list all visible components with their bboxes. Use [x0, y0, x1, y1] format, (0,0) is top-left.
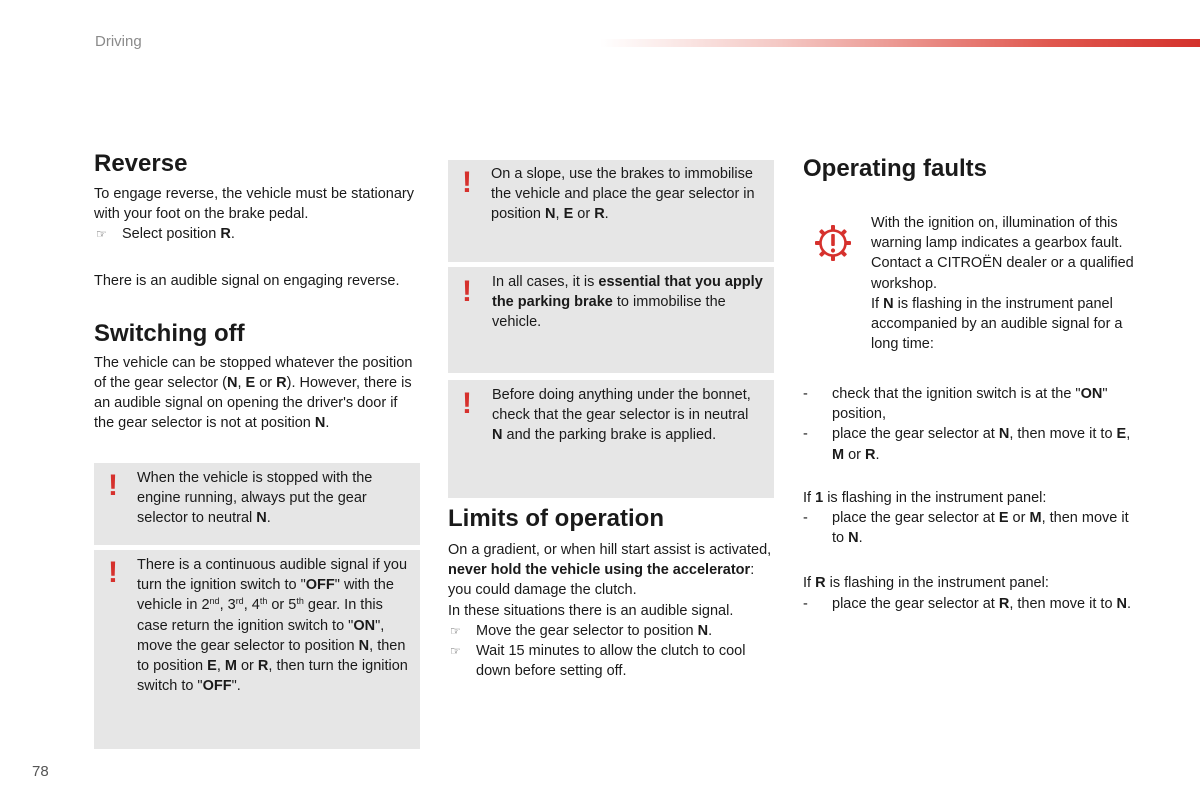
limits-step1-b: N	[697, 622, 709, 639]
faults-if-n-a: If	[871, 295, 884, 312]
faults-title: Operating faults	[803, 155, 988, 182]
w2-t10: or	[236, 658, 258, 675]
w3-a: On a slope, use the brakes to immobilise the vehicle and place the gear selector in position	[491, 166, 755, 223]
warning1-a: When the vehicle is stopped with the engine running, always put the gear selector to neutral	[137, 470, 373, 527]
limits-text	[448, 540, 774, 601]
switching-off-or: or	[255, 375, 277, 392]
fd1-on: ON	[1080, 386, 1103, 402]
warning-exclamation-icon: !	[108, 556, 118, 589]
switching-off-e: E	[245, 375, 256, 392]
switching-off-text-c: .	[325, 415, 330, 432]
reverse-intro: To engage reverse, the vehicle must be stationary with your foot on the brake pedal.	[94, 186, 414, 223]
reverse-title: Reverse	[94, 150, 188, 177]
w2-off-2: OFF	[202, 678, 232, 695]
w3-e: E	[563, 206, 574, 223]
fd2-n: N	[998, 426, 1010, 443]
warning-parking-brake-text	[492, 272, 767, 333]
switching-off-text-b: ). However, there is an audible signal on opening the driver's door if the gear selector is not at position	[94, 375, 412, 432]
limits-section	[448, 505, 774, 681]
warning-bonnet-text	[492, 385, 762, 446]
limits-step2-text: Wait 15 minutes to allow the clutch to cool down before setting off.	[476, 643, 746, 680]
w3-r: R	[594, 206, 605, 223]
fd2-or: or	[844, 446, 866, 463]
finger-pointer-icon: ☞	[96, 227, 107, 242]
w3-end: .	[604, 206, 609, 223]
w2-on: ON	[353, 617, 376, 634]
w2-m: M	[224, 658, 237, 675]
fi1-b: is flashing in the instrument panel:	[823, 489, 1047, 506]
w2-rd: rd	[235, 596, 244, 607]
column-right	[803, 155, 1133, 183]
fd3-dot: .	[858, 530, 863, 547]
faults-dash-3: - place the gear selector at E or M, then move it to N.	[803, 510, 1129, 547]
w2-t12: ".	[231, 678, 241, 695]
fd2-r: R	[865, 446, 876, 463]
w5-a: Before doing anything under the bonnet, check that the gear selector is in neutral	[492, 387, 751, 424]
reverse-step-text: Select position	[122, 226, 221, 243]
w3-n: N	[545, 206, 556, 223]
warning1-b: N	[256, 510, 267, 527]
fi1-a: If	[803, 489, 816, 506]
fd3-a: place the gear selector at	[832, 510, 999, 527]
warning-box-slope	[448, 160, 774, 262]
w3-or: or	[573, 206, 595, 223]
warning1-c: .	[266, 510, 271, 527]
section-label: Driving	[95, 33, 142, 50]
faults-dash-1: - check that the ignition switch is at the "ON" position,	[803, 386, 1108, 423]
fd3-b: , then move it to	[832, 510, 1129, 547]
warning-exclamation-icon: !	[462, 275, 472, 308]
switching-off-title: Switching off	[94, 319, 245, 347]
limits-step-1	[448, 621, 774, 641]
reverse-note: There is an audible signal on engaging reverse.	[94, 272, 400, 289]
reverse-step-bold: R	[220, 226, 231, 243]
faults-n: N	[883, 295, 894, 312]
w2-t2: " with the vehicle in 2	[137, 577, 394, 614]
limits-text-a: On a gradient, or when hill start assist is activated,	[448, 542, 772, 558]
reverse-step	[94, 224, 420, 244]
warning-neutral-text	[137, 468, 407, 529]
fi1-one: 1	[815, 489, 824, 506]
faults-actions	[803, 384, 1133, 614]
limits-step-2	[448, 641, 774, 681]
fd3-or: or	[1008, 510, 1030, 527]
switching-off-n: N	[227, 375, 238, 392]
w2-t6: gear. In this case return the ignition switch to "	[137, 597, 383, 634]
w2-t7: ", move the gear selector to position	[137, 617, 385, 654]
w2-n: N	[358, 637, 370, 654]
gearbox-warning-icon	[813, 223, 853, 263]
fd1-a: check that the ignition switch is at the "	[832, 386, 1081, 402]
w4-a: In all cases, it is	[492, 274, 599, 290]
fd2-dot: .	[875, 446, 880, 463]
fd2-b: , then move it to	[1009, 426, 1117, 443]
warning-exclamation-icon: !	[462, 166, 472, 199]
limits-step1-c: .	[708, 622, 713, 639]
fd4-n: N	[1116, 595, 1128, 612]
warning-ignition-text	[137, 555, 415, 696]
faults-dash-4: - place the gear selector at R, then move it to N.	[803, 595, 1132, 612]
w2-t1: There is a continuous audible signal if you turn the ignition switch to "	[137, 557, 408, 594]
switching-off-r: R	[276, 375, 287, 392]
w2-t3: , 3	[219, 597, 236, 614]
faults-intro: With the ignition on, illumination of this warning lamp indicates a gearbox fault.	[871, 215, 1123, 252]
w2-nd: nd	[209, 596, 220, 607]
warning-exclamation-icon: !	[462, 387, 472, 420]
fd1-b: " position,	[832, 386, 1108, 423]
fd4-b: , then move it to	[1009, 595, 1117, 612]
switching-off-text-a: The vehicle can be stopped whatever the position of the gear selector (	[94, 354, 413, 392]
w2-r: R	[257, 658, 269, 675]
fir-b: is flashing in the instrument panel:	[825, 575, 1049, 592]
w4-c: to immobilise the vehicle.	[492, 294, 726, 331]
fir-a: If	[803, 575, 816, 592]
fd3-m: M	[1029, 510, 1042, 527]
switching-off-n-2: N	[314, 415, 326, 432]
fd2-a: place the gear selector at	[832, 426, 999, 443]
fd2-e: E	[1116, 426, 1127, 443]
w2-t4: , 4	[243, 597, 260, 614]
w2-th1: th	[259, 596, 268, 607]
warning-box-neutral	[94, 463, 420, 545]
fd4-dot: .	[1127, 595, 1132, 612]
faults-contact: Contact a CITROËN dealer or a qualified workshop.	[871, 255, 1134, 292]
w5-b: N	[492, 427, 503, 444]
fd2-sep: ,	[1126, 426, 1131, 443]
switching-off-comma: ,	[237, 375, 246, 392]
faults-if-n-b: is flashing in the instrument panel accompanied by an audible signal for a long time:	[871, 295, 1123, 353]
w3-sep: ,	[555, 206, 564, 223]
limits-text-bold: never hold the vehicle using the accelerator	[448, 562, 751, 579]
w2-t9: ,	[216, 658, 225, 675]
warning-box-parking-brake	[448, 267, 774, 373]
fd2-m: M	[832, 446, 845, 463]
w5-c: and the parking brake is applied.	[502, 427, 717, 444]
faults-dash-2: - place the gear selector at N, then move it to E, M or R.	[803, 426, 1131, 463]
w2-th2: th	[296, 596, 304, 607]
limits-audible: In these situations there is an audible signal.	[448, 602, 734, 619]
fir-r: R	[815, 575, 826, 592]
finger-pointer-icon: ☞	[450, 623, 461, 638]
w2-e: E	[207, 658, 217, 675]
faults-if-n	[871, 294, 1136, 355]
warning-exclamation-icon: !	[108, 469, 118, 502]
warning-box-ignition	[94, 550, 420, 749]
fd4-r: R	[998, 595, 1010, 612]
w2-t8: , then to position	[137, 637, 406, 675]
w2-t5: or 5	[267, 597, 297, 614]
faults-if-1	[803, 488, 1133, 508]
page-number: 78	[32, 763, 49, 780]
faults-if-r	[803, 573, 1133, 593]
warning-box-bonnet	[448, 380, 774, 498]
w2-off: OFF	[305, 577, 335, 594]
finger-pointer-icon: ☞	[450, 644, 461, 659]
reverse-step-suffix: .	[230, 226, 235, 243]
column-left	[94, 150, 420, 434]
limits-title: Limits of operation	[448, 505, 664, 532]
w2-t11: , then turn the ignition switch to "	[137, 658, 408, 695]
warning-slope-text	[491, 164, 761, 225]
fd3-n: N	[848, 530, 859, 547]
fd4-a: place the gear selector at	[832, 595, 999, 612]
w4-b: essential that you apply the parking brake	[492, 274, 763, 311]
limits-text-c: : you could damage the clutch.	[448, 562, 755, 599]
fd3-e: E	[998, 510, 1009, 527]
header-bar	[600, 39, 1200, 47]
limits-step1-a: Move the gear selector to position	[476, 622, 698, 639]
switching-off-text	[94, 353, 420, 434]
faults-lamp-text	[871, 213, 1136, 354]
